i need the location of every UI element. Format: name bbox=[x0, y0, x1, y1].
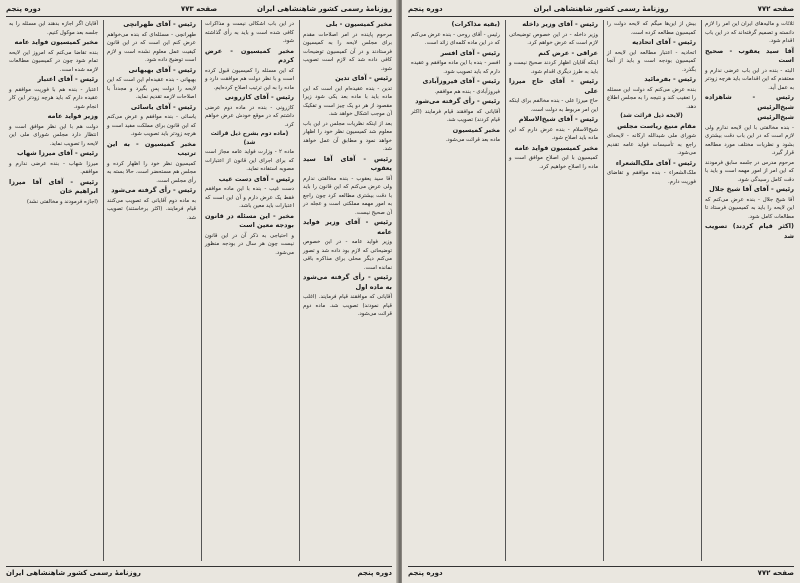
speaker-line bbox=[9, 149, 98, 159]
paragraph: کمیسیون نظر خود را اظهار کرده و مجلس هم مستحضر است. حالا بسته به رأی مجلس است. bbox=[107, 160, 196, 184]
right-page bbox=[402, 0, 800, 583]
speaker-heading: رئیس - آقای حاج میرزا علی bbox=[509, 77, 598, 95]
speaker-heading: رئیس - آقای تدین bbox=[335, 74, 392, 82]
speaker-line bbox=[303, 218, 392, 237]
speaker-heading: مخبر کمیسیون - بلی bbox=[325, 20, 392, 28]
paragraph: کازرونی - بنده در ماده دوم عرضی داشتم که در موقع خودش عرض خواهم کرد. bbox=[205, 104, 294, 128]
speaker-line bbox=[411, 97, 500, 107]
speaker-heading: رئیس - شاهزاده شیخ‌الرئیس bbox=[705, 93, 794, 111]
speaker-line bbox=[607, 122, 696, 132]
speaker-heading: رئیس - آقای وزیر فواید عامه bbox=[303, 218, 392, 236]
speaker-line bbox=[705, 47, 794, 66]
speaker-heading: رئیس - آقای یاسائی bbox=[130, 102, 196, 111]
text-column bbox=[299, 20, 392, 561]
speaker-line bbox=[9, 112, 98, 122]
right-page-footer bbox=[408, 566, 794, 579]
speaker-line bbox=[205, 212, 294, 231]
left-page bbox=[0, 0, 398, 583]
speaker-heading: رئیس - آقای افسر bbox=[440, 48, 500, 57]
paragraph: مرحوم مدرس در جلسه سابق فرمودند که این امر از امور مهمه است و باید با دقت کامل رسیدگی شود. bbox=[705, 159, 794, 183]
speaker-line bbox=[205, 47, 294, 66]
speaker-line bbox=[607, 38, 696, 48]
speaker-heading: مخبر - این مسئله در قانون بودجه معین است bbox=[205, 211, 294, 229]
speaker-line bbox=[509, 144, 598, 154]
paragraph: که این مسئله را کمیسیون قبول کرده است و با نظر دولت هم موافقت دارد و ماده را به این ترتیب اصلاح کرده‌ایم. bbox=[205, 67, 294, 91]
speaker-heading: رئیس - آقای شیخ‌الاسلام bbox=[518, 115, 598, 123]
speaker-line bbox=[205, 175, 294, 185]
header-title: روزنامهٔ رسمی کشور شاهنشاهی ایران bbox=[533, 5, 669, 13]
speaker-line bbox=[9, 38, 98, 48]
paragraph: بنده عرض می‌کنم که دولت این مسئله را تعقیب کند و نتیجه را به مجلس اطلاع دهد. bbox=[607, 86, 696, 110]
speaker-line bbox=[107, 66, 196, 76]
header-title: روزنامهٔ رسمی کشور شاهنشاهی ایران bbox=[257, 5, 392, 13]
centered-note: (لایحه ذیل قرائت شد) bbox=[620, 113, 683, 119]
speaker-line bbox=[509, 20, 598, 30]
speaker-line bbox=[607, 75, 696, 85]
text-column bbox=[103, 20, 196, 561]
paragraph: دست غیب - بنده با این ماده موافقم فقط یک عرض دارم و آن این است که اعتبارات باید معین باشد. bbox=[205, 186, 294, 209]
paragraph: آقایان اگر اجازه بدهند این مسئله را به جلسه بعد موکول کنیم. bbox=[9, 21, 98, 36]
paragraph: بنده تقاضا می‌کنم که امروز این لایحه تمام شود چون در کمیسیون مطالعات لازمه شده است. bbox=[9, 49, 98, 73]
speaker-heading: (بقیه مذاکرات) bbox=[451, 20, 500, 28]
paragraph: ملک‌الشعراء - بنده موافقم و تقاضای فوریت دارم. bbox=[607, 170, 696, 185]
speaker-heading: رئیس - آقای طهرانچی bbox=[123, 20, 196, 28]
speaker-heading: رئیس - آقای آقا میرزا ابراهیم خان bbox=[9, 177, 98, 195]
speaker-heading: رئیس - آقای فیروزآبادی bbox=[422, 77, 500, 85]
paragraph: یاسائی - بنده موافقم و عرض می‌کنم که این قانون برای مملکت مفید است و هرچه زودتر باید تصویب شود. bbox=[107, 114, 196, 137]
speaker-line bbox=[509, 77, 598, 96]
text-column bbox=[201, 20, 294, 561]
speaker-line bbox=[509, 49, 598, 59]
paragraph: آقا سید یعقوب - بنده مخالفتی ندارم ولی عرض می‌کنم که این قانون را باید با دقت بیشتری مطالعه کرد چون راجع به امور مهمه مملکتی است و عجله در آن صحیح نیست. bbox=[303, 175, 392, 216]
page-number: صفحه ۷۷۳ bbox=[180, 5, 218, 13]
text-column bbox=[701, 20, 794, 561]
speaker-line bbox=[303, 273, 392, 292]
speaker-heading: مقام منیع ریاست مجلس bbox=[617, 121, 696, 130]
speaker-line bbox=[411, 20, 500, 30]
speaker-line bbox=[705, 93, 794, 112]
left-page-footer bbox=[6, 566, 392, 579]
speaker-heading: رئیس - رأی گرفته می‌شود به ماده اول bbox=[303, 273, 392, 291]
paragraph: آقایانی که موافقند قیام فرمایند (اکثر قیام کردند) تصویب شد. bbox=[411, 108, 500, 123]
paragraph: تدین - بنده عقیده‌ام این است که این ماده باید با ماده بعد یکی شود زیرا مقصود از هر دو یک چیز است و تفکیک آن موجب اشکال خواهد شد. bbox=[303, 85, 392, 117]
header-period: دوره پنجم bbox=[6, 5, 41, 13]
speaker-heading: عراقی - عرض کنم bbox=[538, 48, 598, 57]
paragraph: دولت هم با این نظر موافق است و انتظار دارد مجلس شورای ملی این لایحه را تصویب نماید. bbox=[9, 123, 98, 147]
speaker-line bbox=[303, 20, 392, 30]
speaker-heading: رئیس - آقای اعتبار bbox=[37, 75, 98, 83]
paragraph: بهبهانی - بنده عقیده‌ام این است که این لایحه را دولت پس بگیرد و مجدداً با اصلاحات لازمه تقدیم نماید. bbox=[107, 77, 196, 100]
paragraph: رئیس - آقای روحی - بنده عرض می‌کنم که در این ماده کلمه‌ای زائد است. bbox=[411, 31, 500, 46]
paragraph: کمیسیون با این اصلاح موافق است و ماده را اصلاح خواهیم کرد. bbox=[509, 155, 598, 170]
paragraph: ثلاثات و مالیه‌های ایران این امر را لازم دانسته و تصمیم گرفته‌اند که در این باب اقدام شود. bbox=[705, 21, 794, 44]
paragraph: ماده ۲ - وزارت فواید عامه مجاز است که برای اجرای این قانون از اعتبارات مصوبه استفاده نماید. bbox=[205, 149, 294, 172]
speaker-heading: رئیس - آقای دست غیب bbox=[218, 174, 294, 183]
speaker-heading: رئیس - آقای آقا سید یعقوب bbox=[303, 154, 392, 172]
footer-period: دوره پنجم bbox=[357, 569, 392, 577]
speaker-line bbox=[107, 186, 196, 196]
paragraph: افسر - بنده با این ماده موافقم و عقیده دارم که باید تصویب شود. bbox=[411, 60, 500, 75]
left-columns bbox=[6, 20, 392, 561]
paragraph: اینکه آقایان اظهار کردند صحیح نیست و باید به طرز دیگری اقدام شود. bbox=[509, 60, 598, 75]
speaker-line bbox=[411, 126, 500, 136]
text-column bbox=[505, 20, 598, 561]
paragraph: (اجازه فرمودند و مخالفتی نشد) bbox=[26, 198, 98, 205]
speaker-heading: رئیس - آقای میرزا شهاب bbox=[16, 149, 98, 157]
paragraph: آقایانی که موافقند قیام فرمایند. (اغلب قیام نمودند) تصویب شد. ماده دوم قرائت می‌شود. bbox=[303, 294, 392, 317]
speaker-heading: رئیس - آقای بهبهانی bbox=[128, 65, 196, 74]
paragraph: و احتیاجی به ذکر آن در این قانون نیست چون هر سال در بودجه منظور می‌شود. bbox=[205, 232, 294, 256]
text-column bbox=[603, 20, 696, 561]
left-page-header bbox=[6, 4, 392, 17]
speaker-line bbox=[411, 77, 500, 87]
speaker-line bbox=[107, 140, 196, 159]
paragraph: مرحوم پاینده در امر اصلاحات مقدم برای مجلس لایحه را به کمیسیون فرستادند و در آن کمیسیون توضیحات کافی داده شد که لازم است تصویب شود. bbox=[303, 31, 392, 72]
header-period: دوره پنجم bbox=[408, 5, 443, 13]
paragraph: طهرانچی - مسئله‌ای که بنده می‌خواهم عرض کنم این است که در این قانون کیفیت عمل معلوم نشده است و لازم است توضیح داده شود. bbox=[107, 31, 196, 63]
speaker-line bbox=[303, 155, 392, 174]
paragraph: اتحادیه - اعتبار مطالعه این لایحه از کمیسیون بودجه است و باید از آنجا بگذرد. bbox=[607, 49, 696, 73]
paragraph: در این باب اشکالی نیست و مذاکرات کافی شده است و باید به رأی گذاشته شود. bbox=[205, 21, 294, 44]
paragraph: بیش از این‌ها میگم که لایحه دولت را کمیسیون مطالعه کرده است. bbox=[607, 21, 696, 36]
speaker-line bbox=[411, 49, 500, 59]
speaker-line bbox=[107, 20, 196, 30]
speaker-heading: رئیس - آقای اتحادیه bbox=[632, 38, 696, 46]
speaker-line bbox=[9, 178, 98, 197]
speaker-heading: مخبر کمیسیون bbox=[452, 125, 500, 134]
footer-title: روزنامهٔ رسمی کشور شاهنشاهی ایران bbox=[6, 569, 141, 577]
text-column bbox=[6, 20, 98, 561]
paragraph: شیخ‌الاسلام - بنده عرض دارم که این ماده باید اصلاح شود. bbox=[509, 126, 598, 141]
speaker-heading: رئیس - رأی گرفته می‌شود bbox=[415, 97, 500, 105]
speaker-heading: مخبر کمیسیون - به این ترتیب bbox=[107, 139, 196, 157]
speaker-line bbox=[607, 159, 696, 169]
speaker-line bbox=[705, 222, 794, 241]
speaker-heading: وزیر فواید عامه bbox=[47, 112, 98, 120]
centered-note: (ماده دوم بشرح ذیل قرائت شد) bbox=[210, 131, 289, 146]
paragraph: حاج میرزا علی - بنده مخالفم برای اینکه این امر مربوط به دولت است. bbox=[509, 98, 598, 113]
speaker-heading: مخبر کمیسیون فواید عامه bbox=[514, 143, 598, 152]
paragraph: اعتبار - بنده هم با فوریت موافقم و عقیده دارم که باید هرچه زودتر این کار انجام شود. bbox=[9, 86, 98, 110]
speaker-heading: رئیس - رأی گرفته می‌شود bbox=[111, 186, 196, 194]
right-columns bbox=[408, 20, 794, 561]
speaker-line bbox=[705, 185, 794, 195]
speaker-heading: رئیس - بفرمائید bbox=[644, 75, 696, 83]
paragraph: بعد از اینکه نظریات مجلس در این باب معلوم شد کمیسیون نظر خود را اظهار خواهد نمود و مطابق آن عمل خواهد شد. bbox=[303, 120, 392, 152]
speaker-line bbox=[705, 113, 794, 123]
text-column bbox=[408, 20, 500, 561]
right-page-header bbox=[408, 4, 794, 17]
paragraph: به ماده دوم آقایانی که تصویب می‌کنند قیام فرمایند. (اکثر برخاستند) تصویب شد. bbox=[107, 197, 196, 221]
speaker-line bbox=[509, 115, 598, 125]
speaker-heading: رئیس - آقای ملک‌الشعراء bbox=[615, 158, 696, 167]
speaker-heading: رئیس - آقای کازرونی bbox=[224, 93, 294, 101]
paragraph: وزیر فواید عامه - در این خصوص توضیحاتی که لازم بود داده شد و تصور می‌کنم دیگر محلی برای مذاکره باقی نمانده است. bbox=[303, 239, 392, 271]
paragraph: فیروزآبادی - بنده هم موافقم. bbox=[434, 88, 500, 95]
speaker-heading: مخبر کمیسیون فواید عامه bbox=[14, 38, 98, 46]
speaker-heading: شیخ‌الرئیس bbox=[757, 113, 794, 121]
paragraph: شورای ملی شیدالله ارکانه - لایحه‌ای راجع به تأسیسات فواید عامه تقدیم می‌شود. bbox=[607, 133, 696, 156]
paragraph: ماده بعد قرائت می‌شود. bbox=[445, 137, 500, 143]
speaker-heading: مخبر کمیسیون - عرض کردم bbox=[205, 46, 294, 64]
speaker-heading: آقا سید یعقوب - صحیح است bbox=[705, 46, 794, 64]
paragraph: البته - بنده در این باب عرضی ندارم و معتقدم که این اقدامات باید هرچه زودتر به عمل آید. bbox=[705, 67, 794, 91]
speaker-line bbox=[107, 103, 196, 113]
footer-period: دوره پنجم bbox=[408, 569, 443, 577]
speaker-heading: رئیس - آقای آقا شیخ جلال bbox=[709, 185, 794, 193]
speaker-heading: رئیس - آقای وزیر داخله bbox=[522, 20, 598, 28]
speaker-heading: (اکثر قیام کردند) تصویب شد bbox=[705, 222, 794, 240]
paragraph: وزیر داخله - در این خصوص توضیحاتی لازم است که عرض خواهم کرد. bbox=[509, 31, 598, 46]
speaker-line bbox=[9, 75, 98, 85]
speaker-line bbox=[205, 93, 294, 103]
paragraph: - بنده مخالفتی با این لایحه ندارم ولی لازم است که در این باب دقت بیشتری بشود و نظریات مختلف مورد مطالعه قرار گیرد. bbox=[705, 124, 794, 156]
speaker-line bbox=[303, 74, 392, 84]
paragraph: میرزا شهاب - بنده عرضی ندارم و موافقم. bbox=[9, 160, 98, 175]
footer-page-number: صفحه ۷۷۲ bbox=[757, 569, 794, 577]
paragraph: آقا شیخ جلال - بنده عرض می‌کنم که این لایحه را باید به کمیسیون فرستاد تا مطالعات کامل شود. bbox=[705, 196, 794, 220]
page-number: صفحه ۷۷۲ bbox=[757, 5, 794, 13]
